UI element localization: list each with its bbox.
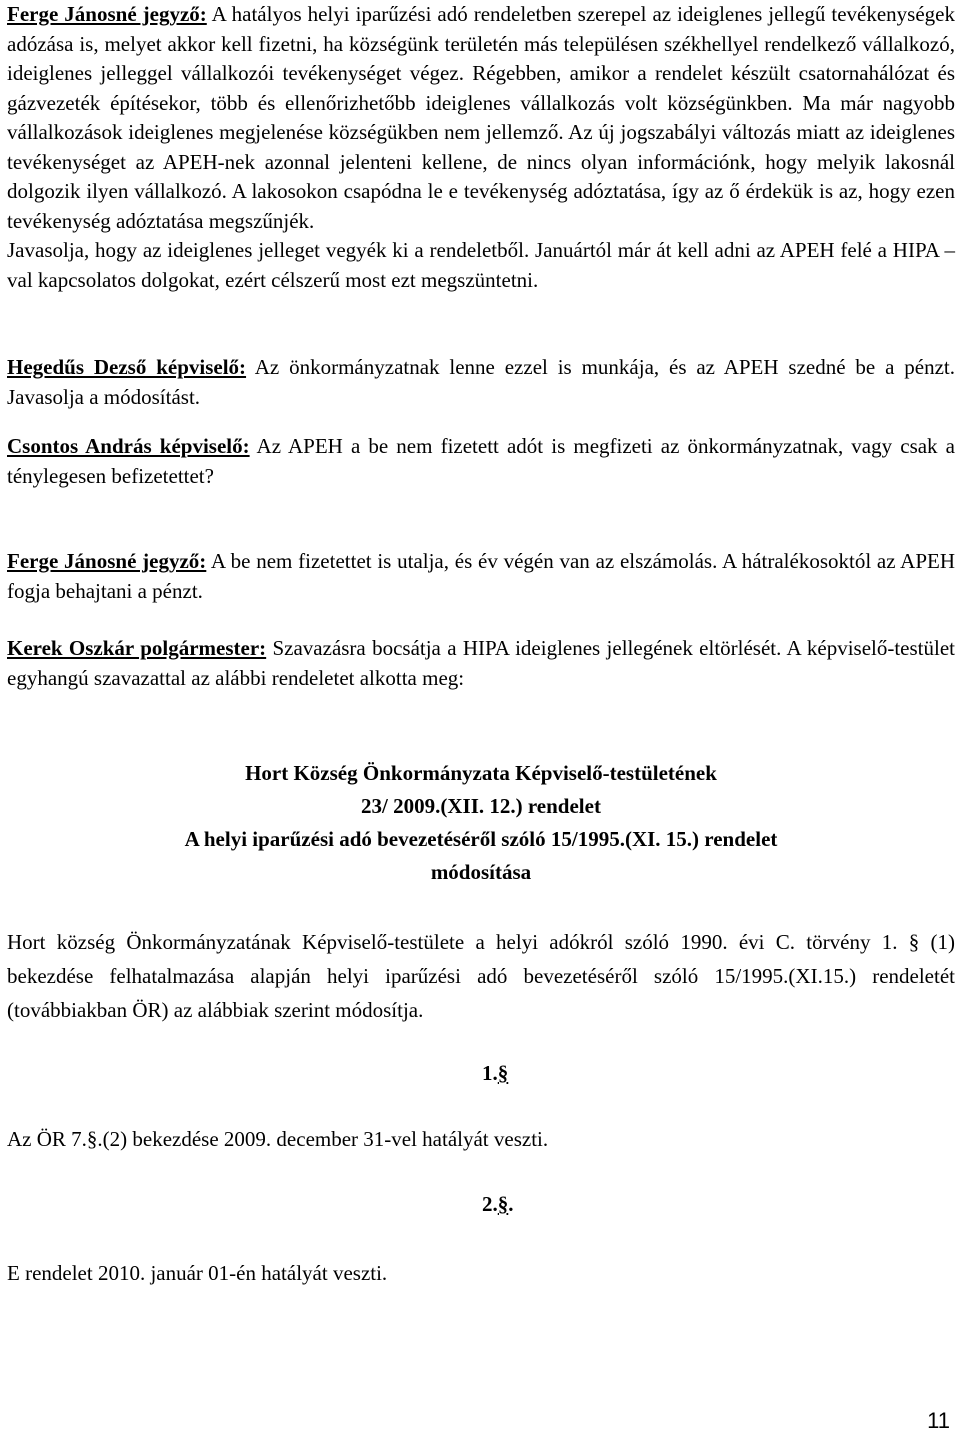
decree-preamble: Hort község Önkormányzatának Képviselő-testülete a helyi adókról szóló 1990. évi C. törvény 1. § (1) bekezdése felhatalmazása alapján helyi iparűzési adó bevezetéséről szóló 15/1995.(XI.15.) rendeletét (továbbiakban ÖR) az alábbiak szerint módosítja.	[7, 930, 955, 1022]
decree-title-line-3: A helyi iparűzési adó bevezetéséről szóló 15/1995.(XI. 15.) rendelet	[184, 827, 778, 851]
paragraph-text: Az önkormányzatnak lenne ezzel is munkája, és az APEH szedné be a pénzt. Javasolja a módosítást.	[7, 355, 955, 409]
paragraph-ferge-2	[7, 547, 955, 606]
decree-title-line-4: módosítása	[430, 860, 532, 884]
speaker-hegedus: Hegedűs Dezső képviselő:	[7, 355, 247, 379]
paragraph-kerek	[7, 634, 955, 693]
decree-title-line-1: Hort Község Önkormányzata Képviselő-testületének	[245, 761, 717, 785]
decree-title-line-2: 23/ 2009.(XII. 12.) rendelet	[361, 794, 601, 818]
paragraph-ferge-1-body	[7, 0, 955, 236]
paragraph-text: A be nem fizetettet is utalja, és év végén van az elszámolás. A hátralékosoktól az APEH fogja behajtani a pénzt.	[7, 549, 956, 603]
paragraph-sign: §	[497, 1192, 509, 1216]
section-number: 1.	[482, 1061, 498, 1085]
speaker-csontos: Csontos András képviselő:	[7, 434, 250, 458]
paragraph-text: Az APEH a be nem fizetett adót is megfizeti az önkormányzatnak, vagy csak a ténylegesen befizetettet?	[7, 434, 955, 488]
section-1-text: Az ÖR 7.§.(2) bekezdése 2009. december 31-vel hatályát veszti.	[7, 1127, 549, 1151]
paragraph-sign: §	[497, 1061, 509, 1085]
section-2-heading: 2.§.	[482, 1192, 514, 1216]
paragraph-text: Szavazásra bocsátja a HIPA ideiglenes jellegének eltörlését. A képviselő-testület egyhangú szavazattal az alábbi rendeletet alkotta meg:	[7, 636, 955, 690]
page-number: 11	[927, 1408, 950, 1433]
paragraph-text: A hatályos helyi iparűzési adó rendeletben szerepel az ideiglenes jellegű tevékenységek adózása is, melyet akkor kell fizetni, ha községünk területén más településen székhellyel rendelkező vállalkozó, ideiglenes jelleggel vállalkozói tevékenységet végez. Régebben, amikor a rendelet készült csatornahálózat és gázvezeték építésekor, több és ellenőrizhetőbb ideiglenes vállalkozás volt községünkben. Ma már nagyobb vállalkozások ideiglenes megjelenése községükben nem jellemző. Az új jogszabályi változás miatt az ideiglenes tevékenységet az APEH-nek azonnal jelenteni kellene, de nincs olyan információnk, hogy melyik lakosnál dolgozik ilyen vállalkozó. A lakosokon csapódna le e tevékenység adóztatása, így az ő érdekük is az, hogy ezen tevékenység adóztatása megszűnjék.	[7, 2, 955, 233]
paragraph-hegedus	[7, 353, 955, 412]
section-number: 2.	[482, 1192, 498, 1216]
paragraph-ferge-1	[7, 0, 955, 295]
section-2-text: E rendelet 2010. január 01-én hatályát veszti.	[7, 1261, 388, 1285]
speaker-kerek: Kerek Oszkár polgármester:	[7, 636, 267, 660]
speaker-ferge: Ferge Jánosné jegyző:	[7, 549, 207, 573]
paragraph-csontos	[7, 432, 955, 491]
decree-title	[7, 757, 955, 889]
paragraph-text: Javasolja, hogy az ideiglenes jelleget vegyék ki a rendeletből. Januártól már át kell adni az APEH felé a HIPA – val kapcsolatos dolgokat, ezért célszerű most ezt megszüntetni.	[7, 238, 955, 292]
speaker-ferge: Ferge Jánosné jegyző:	[7, 2, 207, 26]
paragraph-ferge-1-proposal	[7, 236, 955, 295]
section-1-heading	[482, 1061, 508, 1086]
